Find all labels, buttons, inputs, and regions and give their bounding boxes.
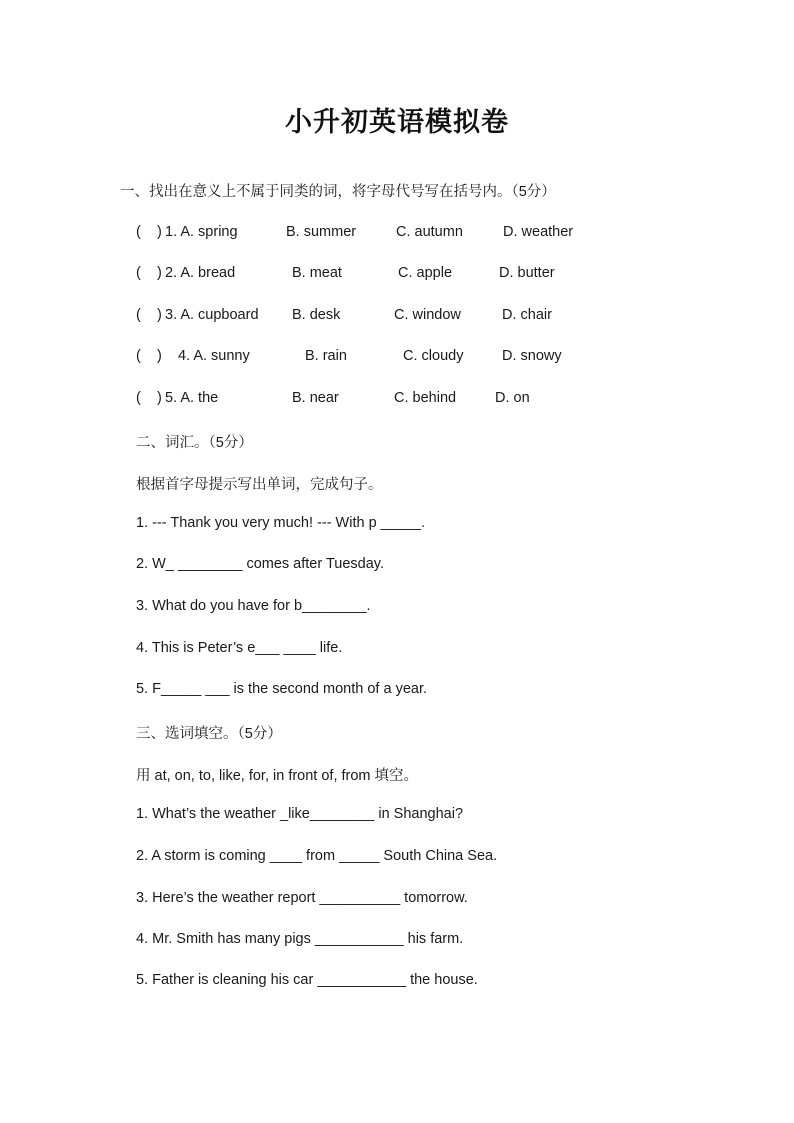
option-b: B. meat xyxy=(292,265,342,281)
section3-item: 2. A storm is coming ____ from _____ South China Sea. xyxy=(136,848,498,864)
answer-parentheses: ( ) xyxy=(136,224,162,240)
section2-heading: 二、词汇。（5分） xyxy=(136,435,253,451)
option-d: D. snowy xyxy=(502,348,562,364)
section3-item: 3. Here’s the weather report __________ tomorrow. xyxy=(136,890,468,906)
option-a: 5. A. the xyxy=(165,390,219,406)
section3-instruction: 用 at, on, to, like, for, in front of, from 填空。 xyxy=(136,768,419,784)
option-a: 3. A. cupboard xyxy=(165,307,259,323)
section3-item: 1. What’s the weather _like________ in Shanghai? xyxy=(136,806,464,822)
option-c: C. autumn xyxy=(396,224,463,240)
option-a: 2. A. bread xyxy=(165,265,236,281)
answer-parentheses: ( ) xyxy=(136,265,162,281)
option-d: D. chair xyxy=(502,307,552,323)
section3-item: 4. Mr. Smith has many pigs ___________ his farm. xyxy=(136,931,464,947)
section2-item: 4. This is Peter’s e___ ____ life. xyxy=(136,640,343,656)
section2-item: 3. What do you have for b________. xyxy=(136,598,371,614)
option-d: D. butter xyxy=(499,265,555,281)
option-b: B. summer xyxy=(286,224,357,240)
answer-parentheses: ( ) xyxy=(136,348,162,364)
option-d: D. weather xyxy=(503,224,574,240)
answer-parentheses: ( ) xyxy=(136,307,162,323)
option-a: 4. A. sunny xyxy=(178,348,250,364)
option-c: C. cloudy xyxy=(403,348,464,364)
section3-heading: 三、选词填空。（5分） xyxy=(136,726,282,742)
option-a: 1. A. spring xyxy=(165,224,238,240)
option-d: D. on xyxy=(495,390,530,406)
option-b: B. rain xyxy=(305,348,347,364)
section2-item: 5. F_____ ___ is the second month of a year. xyxy=(136,681,427,697)
page-title: 小升初英语模拟卷 xyxy=(285,107,509,138)
section3-item: 5. Father is cleaning his car ___________ the house. xyxy=(136,972,478,988)
option-c: C. behind xyxy=(394,390,457,406)
option-c: C. window xyxy=(394,307,461,323)
section1-heading: 一、找出在意义上不属于同类的词，将字母代号写在括号内。（5分） xyxy=(120,184,556,200)
answer-parentheses: ( ) xyxy=(136,390,162,406)
section2-item: 2. W_ ________ comes after Tuesday. xyxy=(136,556,384,572)
option-c: C. apple xyxy=(398,265,453,281)
section2-item: 1. --- Thank you very much! --- With p _____. xyxy=(136,515,426,531)
option-b: B. desk xyxy=(292,307,341,323)
section2-instruction: 根据首字母提示写出单词，完成句子。 xyxy=(136,477,383,493)
option-b: B. near xyxy=(292,390,339,406)
